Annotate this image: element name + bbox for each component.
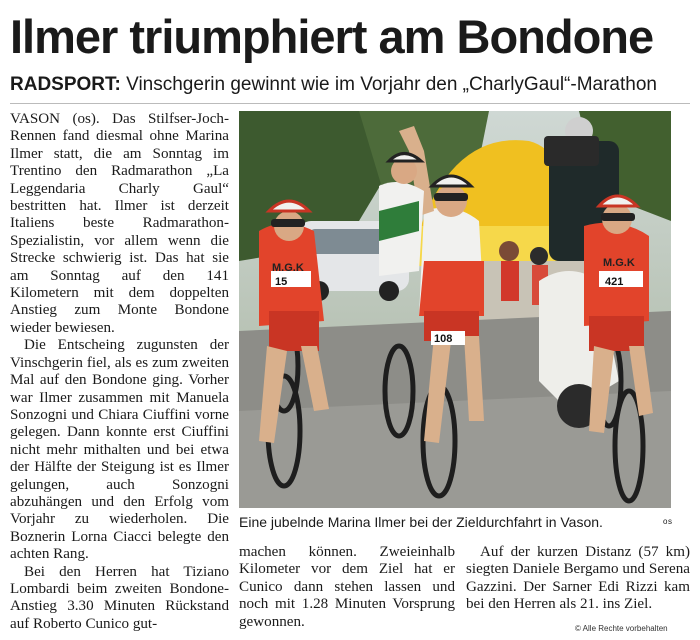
bib-number-right: 421 <box>605 276 624 288</box>
text-column-1 <box>10 111 229 633</box>
bib-number-left: 15 <box>275 276 288 288</box>
headline: Ilmer triumphiert am Bondone <box>10 10 654 63</box>
rights-notice: © Alle Rechte vorbehalten <box>575 624 668 633</box>
kicker: RADSPORT: <box>10 74 121 95</box>
subheadline-text: Vinschgerin gewinnt wie im Vorjahr den „CharlyGaul“-Marathon <box>126 74 657 95</box>
paragraph-3: Bei den Herren hat Tiziano Lombardi beim zweiten Bondone-Anstieg 3.30 Minuten Rückstand auf Roberto Cunico gut- <box>10 563 229 632</box>
photo-credit: os <box>663 517 673 526</box>
text-column-3 <box>466 544 690 614</box>
subheadline <box>10 73 690 97</box>
camera-icon <box>544 136 599 166</box>
text-column-2 <box>239 544 455 631</box>
bib-number-center: 108 <box>434 333 453 345</box>
header-rule <box>10 103 690 104</box>
paragraph-4: Auf der kurzen Distanz (57 km) siegten Daniele Bergamo und Serena Gazzini. Der Sarner Edi Rizzi kam bei den Herren als 21. ins Ziel. <box>466 544 690 613</box>
paragraph-1: VASON (os). Das Stilfser-Joch-Rennen fand diesmal ohne Marina Ilmer statt, die am Sonntag im Trentino den Radmarathon „La Leggendaria Charly Gaul“ bestritten hat. Ilmer ist derzeit Italiens beste Radmarathon-Spezialistin, vor allem wenn die Strecke schwierig ist. Das hat sie am Sonntag auf den 141 Kilometern mit dem doppelten Anstieg zum Monte Bondone wieder bewiesen. <box>10 111 229 336</box>
jersey-text-left: M.G.K <box>272 262 304 274</box>
cyclists-photo <box>239 111 671 508</box>
jersey-text-right: M.G.K <box>603 257 635 269</box>
photo-caption: Eine jubelnde Marina Ilmer bei der Zieldurchfahrt in Vason. <box>239 514 603 530</box>
paragraph-3-continued: machen können. Zweieinhalb Kilometer vor dem Ziel hat er Cunico dann stehen lassen und noch mit 1.28 Minuten Vorsprung gewonnen. <box>239 544 455 630</box>
photo-illustration <box>239 111 671 508</box>
paragraph-2: Die Entscheing zugunsten der Vinschgerin fiel, als es zum zweiten Mal auf den Bondone ging. Vorher war Ilmer zusammen mit Manuela Sonzogni und Chiara Ciuffini vorne gelegen. Dann konnte erst Ciuffini nicht mehr mithalten und bei etwa der Hälfte der Steigung ist es Ilmer gelungen, auch Sonzogni abzuhängen und den Erfolg vom Vorjahr zu wiederholen. Die Boznerin Lorna Ciacci belegte den achten Rang. <box>10 337 229 563</box>
